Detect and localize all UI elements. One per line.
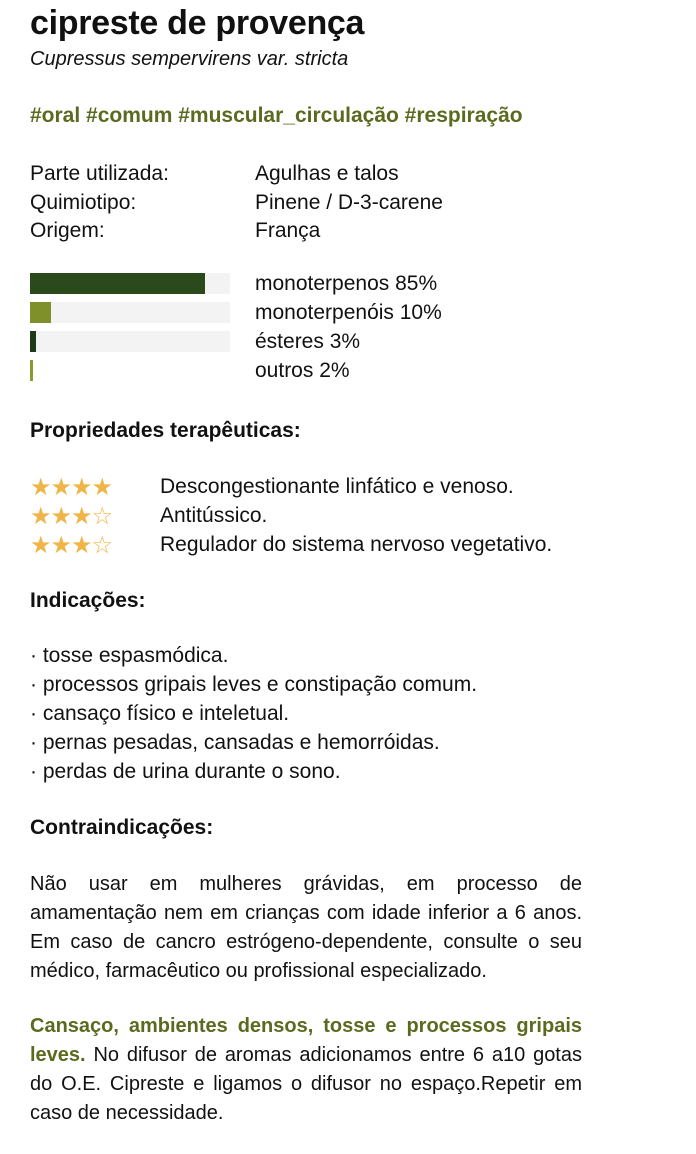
- indication-item: · tosse espasmódica.: [30, 644, 229, 667]
- rating-stars: ★★★★: [30, 473, 113, 501]
- contraindications-heading: Contraindicações:: [30, 816, 214, 839]
- rating-stars: ★★★☆: [30, 502, 113, 530]
- page-title: cipreste de provença: [30, 4, 365, 42]
- properties-heading: Propriedades terapêuticas:: [30, 419, 301, 442]
- usage-text: No difusor de aromas adicionamos entre 6 a10 gotas do O.E. Cipreste e ligamos o difusor no espaço.Repetir em caso de necessidade.: [30, 1044, 582, 1124]
- composition-bar-track: [30, 302, 230, 323]
- indication-item: · processos gripais leves e constipação comum.: [30, 673, 478, 696]
- composition-bar-fill: [30, 331, 36, 352]
- meta-key: Parte utilizada:: [30, 162, 169, 185]
- composition-bar-track: [30, 273, 230, 294]
- scientific-name: Cupressus sempervirens var. stricta: [30, 48, 349, 70]
- usage-paragraph: [30, 1012, 582, 1128]
- tag-list: #oral #comum #muscular_circulação #respiração: [30, 104, 523, 127]
- property-text: Regulador do sistema nervoso vegetativo.: [160, 533, 553, 556]
- composition-label: ésteres 3%: [255, 330, 361, 353]
- meta-value: França: [255, 219, 321, 242]
- composition-label: outros 2%: [255, 359, 350, 382]
- composition-bar-fill: [30, 273, 205, 294]
- meta-key: Quimiotipo:: [30, 191, 137, 214]
- contraindications-text: Não usar em mulheres grávidas, em processo de amamentação nem em crianças com idade inferior a 6 anos. Em caso de cancro estrógeno-dependente, consulte o seu médico, farmacêutico ou profissional especializado.: [30, 873, 582, 982]
- composition-bar-track: [30, 331, 230, 352]
- composition-label: monoterpenóis 10%: [255, 301, 442, 324]
- composition-label: monoterpenos 85%: [255, 272, 438, 295]
- property-text: Descongestionante linfático e venoso.: [160, 475, 514, 498]
- meta-value: Pinene / D-3-carene: [255, 191, 443, 214]
- indications-heading: Indicações:: [30, 589, 146, 612]
- meta-value: Agulhas e talos: [255, 162, 399, 185]
- composition-bar-track: [30, 360, 230, 381]
- indication-item: · pernas pesadas, cansadas e hemorróidas.: [30, 731, 440, 754]
- composition-bar-fill: [30, 360, 33, 381]
- usage-highlight: Cansaço, ambientes densos, tosse e processos gripais leves.: [30, 1015, 582, 1066]
- indication-item: · perdas de urina durante o sono.: [30, 760, 341, 783]
- composition-bar-fill: [30, 302, 51, 323]
- meta-key: Origem:: [30, 219, 105, 242]
- rating-stars: ★★★☆: [30, 531, 113, 559]
- property-text: Antitússico.: [160, 504, 268, 527]
- indication-item: · cansaço físico e inteletual.: [30, 702, 290, 725]
